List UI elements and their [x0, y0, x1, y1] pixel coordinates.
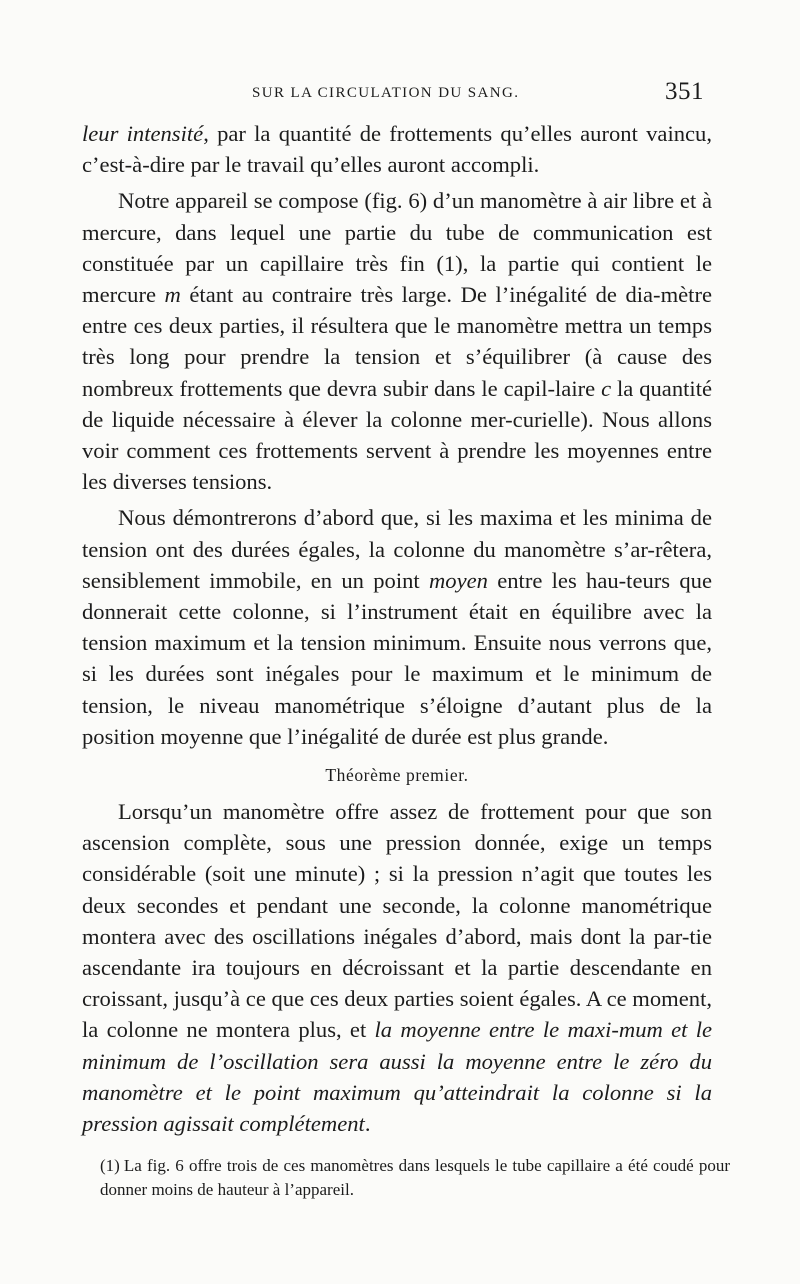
paragraph-4-italic: la moyenne entre le maxi-mum et le minimum de l’oscillation sera aussi la moyenne entre le zéro du manomètre et le point maximum qu’atteindrait la colonne si la pression agissait complétement — [82, 1017, 712, 1137]
theorem-heading: Théorème premier. — [325, 765, 469, 786]
paragraph-3 — [82, 502, 712, 752]
paragraph-3-before: Nous démontrerons d’abord que, si les maxima et les minima de tension ont des durées égales, la colonne du manomètre s’ar-rêtera, sensiblement immobile, en un point — [82, 505, 712, 593]
running-head — [82, 78, 704, 108]
paragraph-4-after: . — [364, 1111, 371, 1137]
page-number: 351 — [665, 78, 704, 105]
paragraph-3-after: entre les hau-teurs que donnerait cette colonne, si l’instrument était en équilibre avec la tension maximum et la tension minimum. Ensuite nous verrons que, si les durées sont inégales pour le maximum et le minimum de tension, le niveau manométrique s’éloigne d’autant plus de la position moyenne que l’inégalité de durée est plus grande. — [82, 567, 712, 749]
paragraph-2-italic-c: c — [601, 375, 612, 401]
footnote — [100, 1154, 730, 1202]
paragraph-4-before: Lorsqu’un manomètre offre assez de frottement pour que son ascension complète, sous une pression donnée, exige un temps considérable (soit une minute) ; si la pression n’agit que toutes les deux secondes et pendant une seconde, la colonne manométrique montera avec des oscillations inégales d’abord, mais dont la par-tie ascendante ira toujours en décroissant et la partie descendante en croissant, jusqu’à ce que ces deux parties soient égales. A ce moment, la colonne ne montera plus, et — [82, 799, 712, 1043]
paragraph-1-text: , par la quantité de frottements qu’elles auront vaincu, c’est-à-dire par le travail qu’elles auront accompli. — [82, 121, 712, 178]
footnote-text: La fig. 6 offre trois de ces manomètres dans lesquels le tube capillaire a été coudé pour donner moins de hauteur à l’appareil. — [100, 1156, 730, 1199]
paragraph-1-italic: leur intensité — [82, 121, 204, 146]
body-text — [82, 118, 712, 1139]
paragraph-4 — [82, 796, 712, 1139]
paragraph-1 — [82, 118, 712, 180]
paragraph-2-after: la quantité de liquide nécessaire à élever la colonne mer-curielle). Nous allons voir comment ces frottements servent à prendre les moyennes entre les diverses tensions. — [82, 375, 712, 495]
paragraph-2 — [82, 185, 712, 497]
paragraph-2-italic-m: m — [164, 282, 181, 308]
running-title: SUR LA CIRCULATION DU SANG. — [252, 85, 520, 101]
paragraph-2-middle: étant au contraire très large. De l’inégalité de dia-mètre entre ces deux parties, il résultera que le manomètre mettra un temps très long pour prendre la tension et s’équilibrer (à cause des nombreux frottements que devra subir dans le capil-laire — [82, 282, 713, 401]
footnote-marker: (1) — [100, 1156, 120, 1175]
paragraph-2-before: Notre appareil se compose (fig. 6) d’un manomètre à air libre et à mercure, dans lequel une partie du tube de communication est constituée par un capillaire très fin (1), la partie qui contient le mercure — [82, 188, 712, 308]
paragraph-3-italic: moyen — [428, 567, 488, 593]
